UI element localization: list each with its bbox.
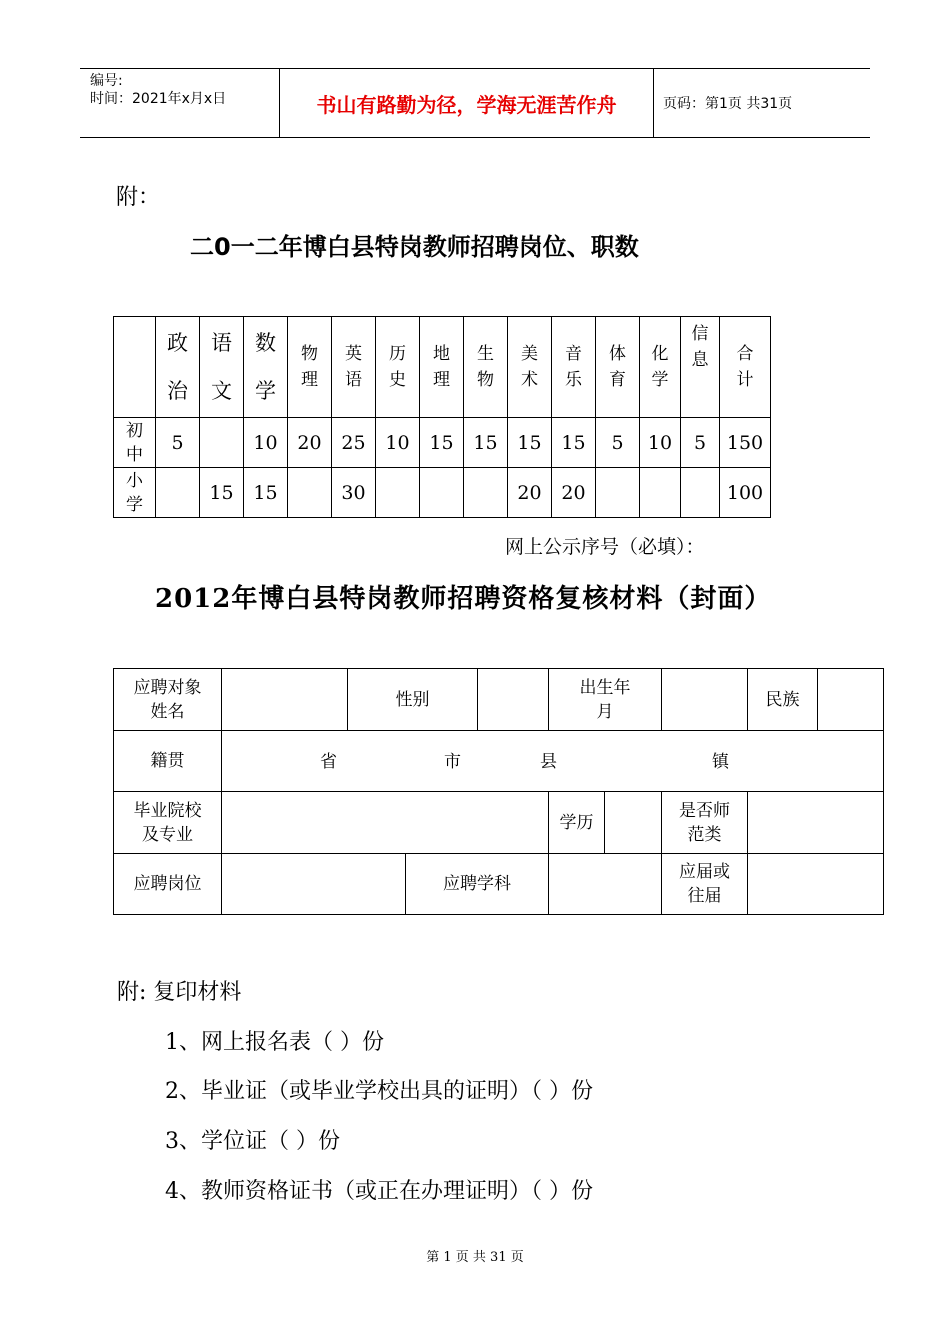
form-row — [114, 731, 884, 792]
value-cell — [376, 468, 420, 518]
subject-cell: 生 物 — [464, 317, 508, 418]
gender-label: 性别 — [348, 669, 478, 731]
positions-table — [113, 316, 771, 518]
school-field[interactable] — [222, 792, 549, 854]
review-form-table — [113, 668, 884, 915]
row-label: 小 学 — [114, 468, 156, 518]
subject-cell: 音 乐 — [552, 317, 596, 418]
subject-cell: 数 学 — [244, 317, 288, 418]
gender-field[interactable] — [478, 669, 549, 731]
page-header — [80, 68, 870, 138]
value-cell — [681, 468, 720, 518]
native-field[interactable] — [222, 731, 884, 792]
attachment-label: 附： — [116, 185, 161, 210]
value-cell — [464, 468, 508, 518]
form-row — [114, 669, 884, 731]
value-cell: 5 — [596, 418, 640, 468]
form-title: 2012年博白县特岗教师招聘资格复核材料（封面） — [155, 584, 772, 614]
table-row — [114, 418, 771, 468]
value-cell: 150 — [720, 418, 771, 468]
native-label: 籍贯 — [114, 731, 222, 792]
form-row — [114, 792, 884, 854]
number-label: 编号: — [90, 73, 123, 89]
subject-field[interactable] — [549, 854, 662, 915]
value-cell: 100 — [720, 468, 771, 518]
value-cell — [288, 468, 332, 518]
fresh-field[interactable] — [748, 854, 884, 915]
normal-field[interactable] — [748, 792, 884, 854]
header-motto: 书山有路勤为径，学海无涯苦作舟 — [280, 69, 654, 137]
name-field[interactable] — [222, 669, 348, 731]
city-label: 市 — [444, 752, 461, 772]
serial-number-label: 网上公示序号（必填）： — [505, 536, 705, 558]
subject-cell: 政 治 — [156, 317, 200, 418]
table-row — [114, 468, 771, 518]
value-cell: 20 — [552, 468, 596, 518]
subject-cell: 地 理 — [420, 317, 464, 418]
post-label: 应聘岗位 — [114, 854, 222, 915]
value-cell: 10 — [244, 418, 288, 468]
subject-cell: 语 文 — [200, 317, 244, 418]
corner-cell — [114, 317, 156, 418]
copies-heading: 附: 复印材料 — [117, 980, 242, 1005]
table1-title: 二0一二年博白县特岗教师招聘岗位、职数 — [190, 233, 639, 261]
value-cell: 15 — [508, 418, 552, 468]
town-label: 镇 — [712, 752, 729, 772]
province-label: 省 — [320, 752, 337, 772]
row-label: 初 中 — [114, 418, 156, 468]
name-label: 应聘对象姓名 — [114, 669, 222, 731]
time-label: 时间：2021年x月x日 — [90, 91, 227, 107]
value-cell — [420, 468, 464, 518]
subject-header-row — [114, 317, 771, 418]
normal-label: 是否师范类 — [662, 792, 748, 854]
subject-cell: 美 术 — [508, 317, 552, 418]
county-label: 县 — [540, 752, 557, 772]
value-cell — [156, 468, 200, 518]
copies-item: 3、学位证（ ）份 — [165, 1129, 340, 1154]
subject-cell: 物 理 — [288, 317, 332, 418]
birth-label: 出生年月 — [549, 669, 662, 731]
subject-cell: 体 育 — [596, 317, 640, 418]
value-cell: 30 — [332, 468, 376, 518]
birth-field[interactable] — [662, 669, 748, 731]
value-cell: 20 — [508, 468, 552, 518]
value-cell: 5 — [681, 418, 720, 468]
value-cell: 15 — [200, 468, 244, 518]
value-cell — [640, 468, 681, 518]
value-cell — [596, 468, 640, 518]
value-cell: 15 — [244, 468, 288, 518]
subject-cell: 英 语 — [332, 317, 376, 418]
value-cell: 15 — [420, 418, 464, 468]
header-page-info: 页码：第1页 共31页 — [663, 96, 793, 112]
ethnicity-field[interactable] — [818, 669, 884, 731]
subject-cell: 历 史 — [376, 317, 420, 418]
value-cell: 20 — [288, 418, 332, 468]
header-meta — [80, 69, 280, 137]
copies-item: 2、毕业证（或毕业学校出具的证明）（ ）份 — [165, 1079, 593, 1104]
copies-item: 4、教师资格证书（或正在办理证明）（ ）份 — [165, 1179, 593, 1204]
post-field[interactable] — [222, 854, 406, 915]
value-cell: 15 — [552, 418, 596, 468]
subject-cell: 化 学 — [640, 317, 681, 418]
value-cell — [200, 418, 244, 468]
value-cell: 5 — [156, 418, 200, 468]
education-field[interactable] — [605, 792, 662, 854]
education-label: 学历 — [549, 792, 605, 854]
value-cell: 10 — [376, 418, 420, 468]
ethnicity-label: 民族 — [748, 669, 818, 731]
subject-label: 应聘学科 — [406, 854, 549, 915]
school-label: 毕业院校及专业 — [114, 792, 222, 854]
fresh-label: 应届或往届 — [662, 854, 748, 915]
subject-cell: 信 息 — [681, 317, 720, 418]
form-row — [114, 854, 884, 915]
copies-item: 1、网上报名表（ ）份 — [165, 1030, 384, 1055]
value-cell: 10 — [640, 418, 681, 468]
value-cell: 15 — [464, 418, 508, 468]
subject-cell: 合 计 — [720, 317, 771, 418]
value-cell: 25 — [332, 418, 376, 468]
page-footer: 第 1 页 共 31 页 — [426, 1250, 524, 1265]
